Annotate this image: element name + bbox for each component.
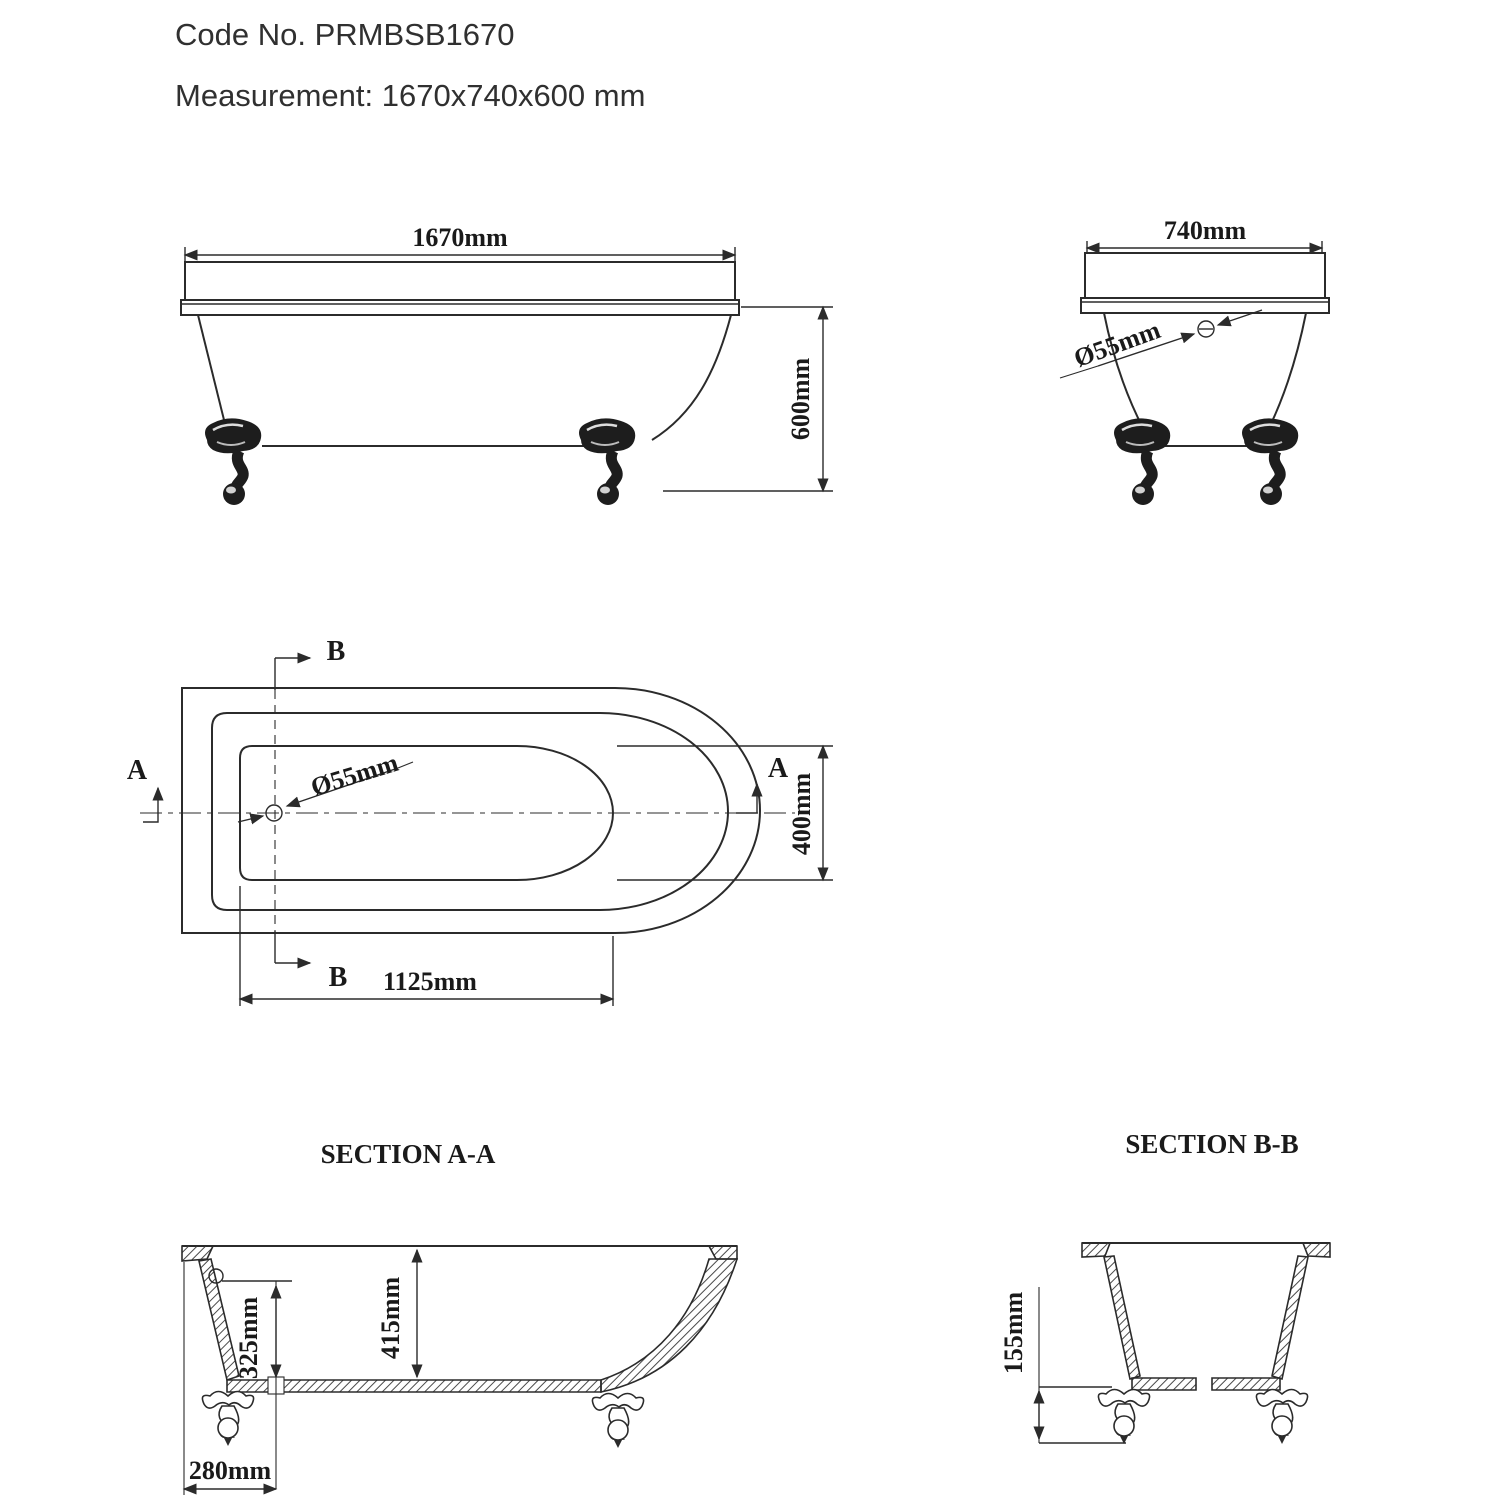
section-aa-overflow-height-label: 325mm: [234, 1296, 263, 1380]
claw-foot-section: [592, 1394, 643, 1449]
section-aa-view: [182, 1139, 737, 1495]
tub-right-wall-curve: [652, 315, 731, 440]
side-view-width-label: 1670mm: [412, 223, 508, 252]
tub-rim-top: [1085, 253, 1325, 298]
claw-foot: [1242, 418, 1298, 505]
drawing-header: [175, 17, 645, 113]
section-bb-title: SECTION B-B: [1125, 1129, 1299, 1159]
section-aa-title: SECTION A-A: [320, 1139, 496, 1169]
tub-rim-band: [1081, 298, 1329, 313]
side-elevation-view: [181, 223, 833, 505]
floor-section-left: [1132, 1378, 1196, 1390]
end-view-width-label: 740mm: [1163, 216, 1247, 245]
claw-foot: [1114, 418, 1170, 505]
plan-view-drain-label: Ø55mm: [307, 747, 402, 802]
tub-left-wall: [198, 315, 226, 428]
section-a-letter-left: A: [126, 755, 148, 786]
section-a-letter-right: A: [767, 753, 789, 784]
claw-foot-section: [202, 1392, 253, 1447]
section-a-arrow-left: [143, 788, 158, 822]
section-aa-inner-depth-label: 415mm: [376, 1276, 405, 1360]
section-b-letter-bottom: B: [328, 962, 348, 993]
rim-section-right: [1303, 1243, 1330, 1257]
claw-foot: [205, 418, 261, 505]
floor-section-right: [1212, 1378, 1280, 1390]
claw-foot-section: [1098, 1390, 1149, 1445]
overall-measurement-text: Measurement: 1670x740x600 mm: [175, 78, 646, 113]
tub-rim-band: [181, 300, 739, 315]
right-wall-section: [1272, 1256, 1308, 1379]
section-bb-base-clearance-label: 155mm: [999, 1291, 1028, 1375]
claw-foot-section: [1256, 1390, 1307, 1445]
tub-right-wall: [1269, 313, 1306, 428]
rim-section-left: [1082, 1243, 1110, 1257]
section-b-letter-top: B: [326, 636, 346, 667]
left-wall-section: [199, 1259, 239, 1380]
tub-rim-top: [185, 262, 735, 300]
section-aa-drain-offset-label: 280mm: [188, 1456, 272, 1485]
plan-view-basin-length-label: 1125mm: [383, 967, 477, 996]
plan-view: [127, 636, 833, 1006]
rim-section-right: [709, 1246, 737, 1259]
side-view-height-label: 600mm: [786, 357, 815, 441]
claw-foot: [579, 418, 635, 505]
end-view-drain-label: Ø55mm: [1070, 315, 1165, 373]
plan-view-basin-width-label: 400mm: [787, 772, 816, 856]
end-elevation-view: [1060, 216, 1329, 505]
left-wall-section: [1104, 1256, 1140, 1379]
section-bb-view: [999, 1129, 1330, 1444]
product-code-text: Code No. PRMBSB1670: [175, 17, 515, 52]
right-wall-section-curve: [601, 1259, 737, 1392]
